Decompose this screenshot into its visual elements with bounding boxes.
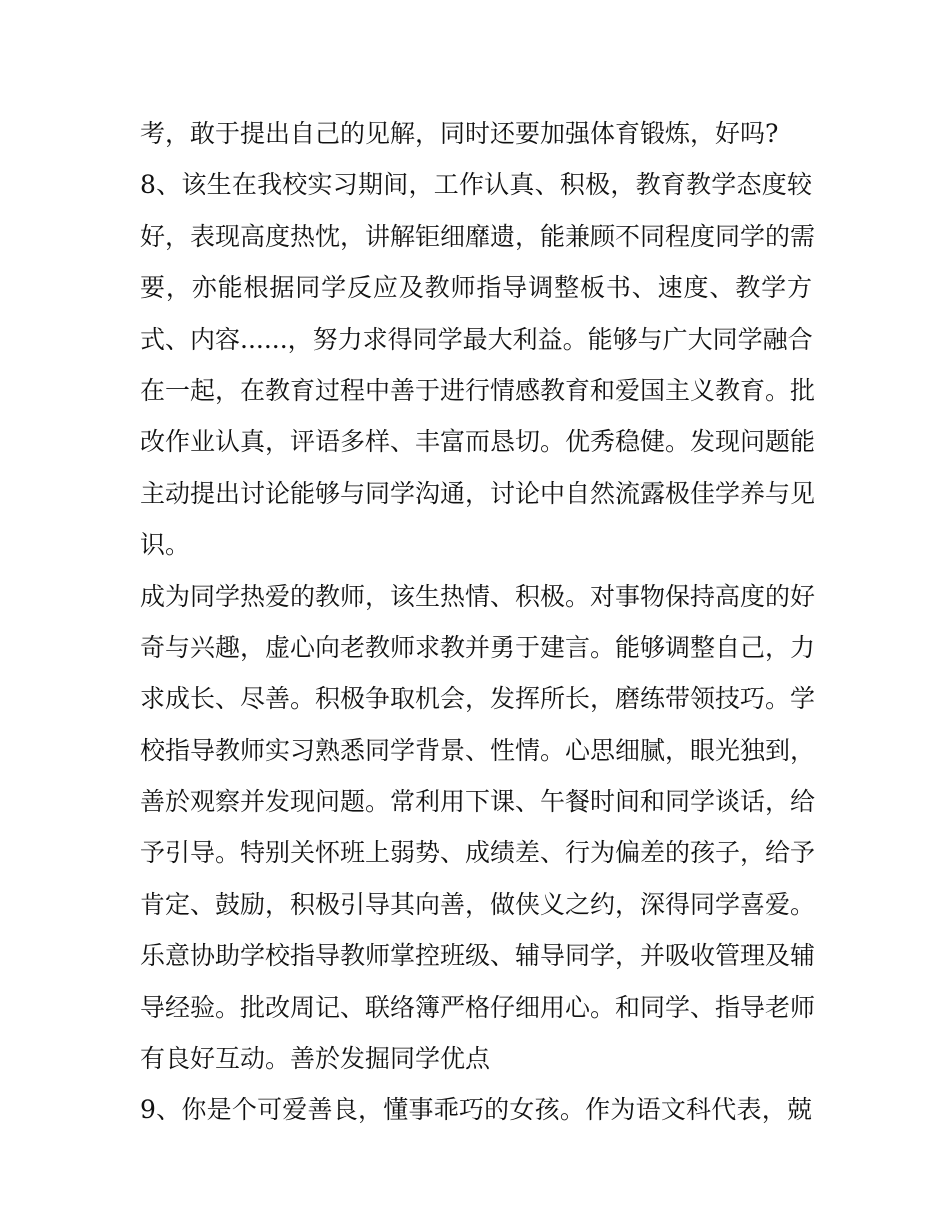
- text-line: 式、内容......，努力求得同学最大利益。能够与广大同学融合: [140, 324, 813, 354]
- text-line: 8、该生在我校实习期间，工作认真、积极，教育教学态度较: [140, 170, 812, 200]
- text-line: 要，亦能根据同学反应及教师指导调整板书、速度、教学方: [140, 273, 812, 303]
- text-line: 校指导教师实习熟悉同学背景、性情。心思细腻，眼光独到，: [140, 735, 816, 765]
- text-line: 考，敢于提出自己的见解，同时还要加强体育锻炼，好吗?: [140, 119, 779, 148]
- text-line: 肯定、鼓励，积极引导其向善，做侠义之约，深得同学喜爱。: [140, 889, 816, 919]
- text-line: 9、你是个可爱善良，懂事乖巧的女孩。作为语文科代表，兢: [140, 1095, 812, 1125]
- body-text: [140, 108, 820, 1136]
- text-line: 予引导。特别关怀班上弱势、成绩差、行为偏差的孩子，给予: [140, 838, 816, 868]
- text-line: 奇与兴趣，虚心向老教师求教并勇于建言。能够调整自己，力: [140, 632, 816, 662]
- text-line: 主动提出讨论能够与同学沟通，讨论中自然流露极佳学养与见: [140, 478, 816, 508]
- text-line: 有良好互动。善於发掘同学优点: [140, 1044, 491, 1074]
- text-line: 乐意协助学校指导教师掌控班级、辅导同学，并吸收管理及辅: [140, 941, 816, 971]
- text-line: 成为同学热爱的教师，该生热情、积极。对事物保持高度的好: [140, 581, 816, 611]
- text-line: 导经验。批改周记、联络簿严格仔细用心。和同学、指导老师: [140, 992, 816, 1022]
- text-line: 在一起，在教育过程中善于进行情感教育和爱国主义教育。批: [140, 375, 816, 405]
- text-line: 识。: [140, 530, 191, 560]
- text-line: 好，表现高度热忱，讲解钜细靡遗，能兼顾不同程度同学的需: [140, 221, 816, 251]
- text-line: 改作业认真，评语多样、丰富而恳切。优秀稳健。发现问题能: [140, 427, 816, 457]
- text-line: 求成长、尽善。积极争取机会，发挥所长，磨练带领技巧。学: [140, 684, 816, 714]
- text-line: 善於观察并发现问题。常利用下课、午餐时间和同学谈话，给: [140, 787, 816, 817]
